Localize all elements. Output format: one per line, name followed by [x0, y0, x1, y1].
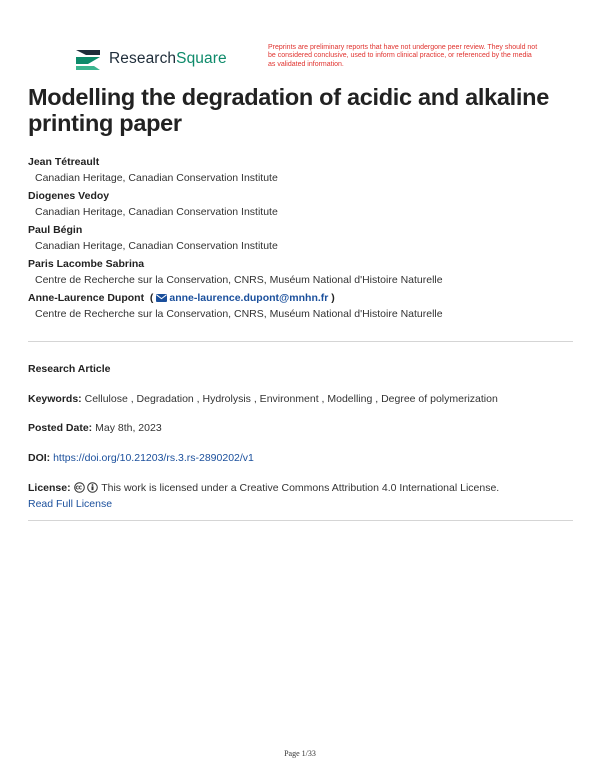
logo-text: ResearchSquare — [109, 50, 227, 67]
preprint-notice: Preprints are preliminary reports that have not undergone peer review. They should not be considered conclusive, used to inform clinical practice, or referenced by the media as validated information. — [268, 44, 538, 68]
author-affiliation: Canadian Heritage, Canadian Conservation Institute — [35, 240, 278, 252]
read-full-license-link[interactable]: Read Full License — [28, 498, 113, 510]
author-item — [28, 188, 576, 220]
doi-link[interactable]: https://doi.org/10.21203/rs.3.rs-2890202/v1 — [53, 452, 254, 464]
author-affiliation: Centre de Recherche sur la Conservation, CNRS, Muséum National d'Histoire Naturelle — [35, 274, 443, 286]
email-open-paren: ( — [147, 292, 154, 304]
author-affiliation: Centre de Recherche sur la Conservation, CNRS, Muséum National d'Histoire Naturelle — [35, 308, 443, 320]
keywords-row — [28, 391, 576, 407]
envelope-icon — [156, 294, 167, 302]
posted-date-value: May 8th, 2023 — [95, 422, 162, 434]
author-item — [28, 290, 576, 322]
email-close-paren: ) — [331, 292, 335, 304]
author-name[interactable]: Anne-Laurence Dupont — [28, 292, 145, 304]
license-row — [28, 480, 576, 512]
author-affiliation: Canadian Heritage, Canadian Conservation Institute — [35, 206, 278, 218]
license-label: License: — [28, 482, 71, 494]
author-name-row — [28, 290, 576, 306]
attribution-icon — [87, 482, 98, 493]
author-item — [28, 154, 576, 186]
doi-row — [28, 450, 576, 466]
research-square-logo-icon — [74, 48, 102, 70]
posted-date-row — [28, 420, 576, 436]
research-square-logo[interactable] — [74, 48, 227, 70]
author-affiliation: Canadian Heritage, Canadian Conservation Institute — [35, 172, 278, 184]
author-name[interactable]: Paul Bégin — [28, 224, 83, 236]
keywords-label: Keywords: — [28, 393, 82, 405]
author-email-link[interactable] — [156, 292, 328, 304]
creative-commons-icon — [74, 482, 85, 493]
article-type-label: Research Article — [28, 363, 111, 375]
keywords-value: Cellulose , Degradation , Hydrolysis , Environment , Modelling , Degree of polymerization — [84, 393, 498, 405]
author-item — [28, 222, 576, 254]
author-list — [28, 154, 576, 324]
author-name[interactable]: Diogenes Vedoy — [28, 190, 110, 202]
paper-title: Modelling the degradation of acidic and alkaline printing paper — [28, 84, 549, 136]
divider — [28, 341, 573, 342]
author-email: anne-laurence.dupont@mnhn.fr — [169, 292, 329, 304]
article-type — [28, 361, 576, 377]
doi-label: DOI: — [28, 452, 51, 464]
page-number: Page 1/33 — [284, 749, 316, 758]
author-name[interactable]: Jean Tétreault — [28, 156, 100, 168]
posted-date-label: Posted Date: — [28, 422, 93, 434]
author-item — [28, 256, 576, 288]
author-name[interactable]: Paris Lacombe Sabrina — [28, 258, 145, 270]
divider — [28, 520, 573, 521]
license-text: This work is licensed under a Creative Commons Attribution 4.0 International License. — [101, 482, 500, 494]
